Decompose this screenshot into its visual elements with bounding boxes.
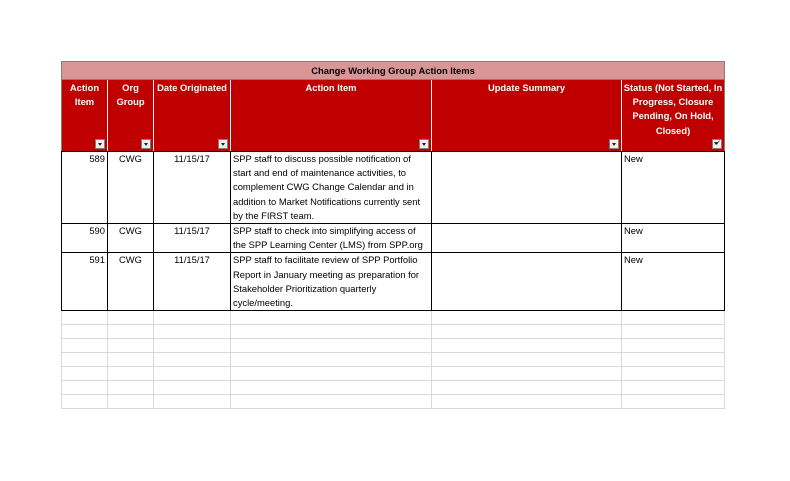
empty-cell[interactable] — [62, 339, 108, 353]
filter-dropdown-button[interactable] — [95, 139, 105, 149]
table-row — [62, 253, 725, 311]
status-cell[interactable]: New — [622, 253, 725, 311]
empty-cell[interactable] — [622, 381, 725, 395]
header-row — [62, 80, 725, 152]
empty-cell[interactable] — [622, 395, 725, 409]
org-group-cell[interactable]: CWG — [108, 253, 154, 311]
empty-row — [62, 381, 725, 395]
empty-cell[interactable] — [62, 381, 108, 395]
empty-cell[interactable] — [108, 325, 154, 339]
empty-cell[interactable] — [622, 367, 725, 381]
empty-cell[interactable] — [231, 339, 432, 353]
empty-cell[interactable] — [622, 311, 725, 325]
filter-active-button[interactable] — [712, 139, 722, 149]
header-label: Action Item — [69, 82, 100, 108]
header-label: Action Item — [305, 82, 357, 93]
empty-cell[interactable] — [154, 311, 231, 325]
update-summary-cell[interactable] — [432, 253, 622, 311]
title-row — [62, 62, 725, 80]
action-items-table — [61, 61, 725, 409]
empty-row — [62, 395, 725, 409]
filter-dropdown-button[interactable] — [141, 139, 151, 149]
table-title: Change Working Group Action Items — [62, 62, 725, 80]
action-items-sheet — [61, 61, 724, 409]
empty-cell[interactable] — [432, 395, 622, 409]
empty-row — [62, 311, 725, 325]
action-item-id[interactable]: 589 — [62, 152, 108, 224]
header-status — [622, 80, 725, 152]
empty-cell[interactable] — [622, 325, 725, 339]
table-row — [62, 224, 725, 253]
empty-cell[interactable] — [154, 339, 231, 353]
org-group-cell[interactable]: CWG — [108, 152, 154, 224]
status-cell[interactable]: New — [622, 152, 725, 224]
empty-row — [62, 353, 725, 367]
header-action-item — [231, 80, 432, 152]
update-summary-cell[interactable] — [432, 152, 622, 224]
header-label: Status (Not Started, In Progress, Closure Pending, On Hold, Closed) — [623, 82, 723, 136]
empty-cell[interactable] — [622, 353, 725, 367]
empty-cell[interactable] — [432, 353, 622, 367]
empty-cell[interactable] — [62, 311, 108, 325]
empty-cell[interactable] — [622, 339, 725, 353]
header-label: Date Originated — [157, 82, 227, 93]
empty-cell[interactable] — [231, 325, 432, 339]
empty-cell[interactable] — [62, 325, 108, 339]
empty-cell[interactable] — [432, 367, 622, 381]
empty-cell[interactable] — [231, 381, 432, 395]
empty-cell[interactable] — [432, 325, 622, 339]
filter-dropdown-button[interactable] — [218, 139, 228, 149]
empty-cell[interactable] — [108, 353, 154, 367]
filter-icon: ✓ — [715, 140, 722, 147]
empty-cell[interactable] — [231, 367, 432, 381]
empty-cell[interactable] — [108, 339, 154, 353]
filter-dropdown-button[interactable] — [609, 139, 619, 149]
empty-cell[interactable] — [108, 311, 154, 325]
filter-dropdown-button[interactable] — [419, 139, 429, 149]
empty-row — [62, 339, 725, 353]
empty-cell[interactable] — [62, 353, 108, 367]
status-cell[interactable]: New — [622, 224, 725, 253]
header-org-group — [108, 80, 154, 152]
empty-cell[interactable] — [154, 353, 231, 367]
header-date-originated — [154, 80, 231, 152]
action-item-id[interactable]: 590 — [62, 224, 108, 253]
empty-cell[interactable] — [108, 381, 154, 395]
empty-cell[interactable] — [108, 367, 154, 381]
empty-cell[interactable] — [432, 381, 622, 395]
empty-cell[interactable] — [154, 367, 231, 381]
header-update-summary — [432, 80, 622, 152]
header-label: Org Group — [116, 82, 145, 108]
empty-cell[interactable] — [154, 381, 231, 395]
empty-cell[interactable] — [62, 367, 108, 381]
empty-cell[interactable] — [432, 311, 622, 325]
empty-cell[interactable] — [154, 395, 231, 409]
action-item-cell[interactable]: SPP staff to check into simplifying access of the SPP Learning Center (LMS) from SPP.org — [231, 224, 432, 253]
update-summary-cell[interactable] — [432, 224, 622, 253]
table-row — [62, 152, 725, 224]
header-label: Update Summary — [487, 82, 566, 93]
date-originated-cell[interactable]: 11/15/17 — [154, 253, 231, 311]
date-originated-cell[interactable]: 11/15/17 — [154, 152, 231, 224]
header-action-item-number — [62, 80, 108, 152]
empty-cell[interactable] — [231, 395, 432, 409]
date-originated-cell[interactable]: 11/15/17 — [154, 224, 231, 253]
org-group-cell[interactable]: CWG — [108, 224, 154, 253]
empty-cell[interactable] — [231, 311, 432, 325]
action-item-id[interactable]: 591 — [62, 253, 108, 311]
empty-row — [62, 325, 725, 339]
empty-row — [62, 367, 725, 381]
action-item-cell[interactable]: SPP staff to facilitate review of SPP Portfolio Report in January meeting as preparation for Stakeholder Prioritization quarterly cycle/meeting. — [231, 253, 432, 311]
empty-cell[interactable] — [62, 395, 108, 409]
action-item-cell[interactable]: SPP staff to discuss possible notification of start and end of maintenance activities, to complement CWG Change Calendar and in addition to Market Notifications currently sent by the FIRST team. — [231, 152, 432, 224]
empty-cell[interactable] — [108, 395, 154, 409]
empty-cell[interactable] — [432, 339, 622, 353]
empty-cell[interactable] — [154, 325, 231, 339]
empty-cell[interactable] — [231, 353, 432, 367]
